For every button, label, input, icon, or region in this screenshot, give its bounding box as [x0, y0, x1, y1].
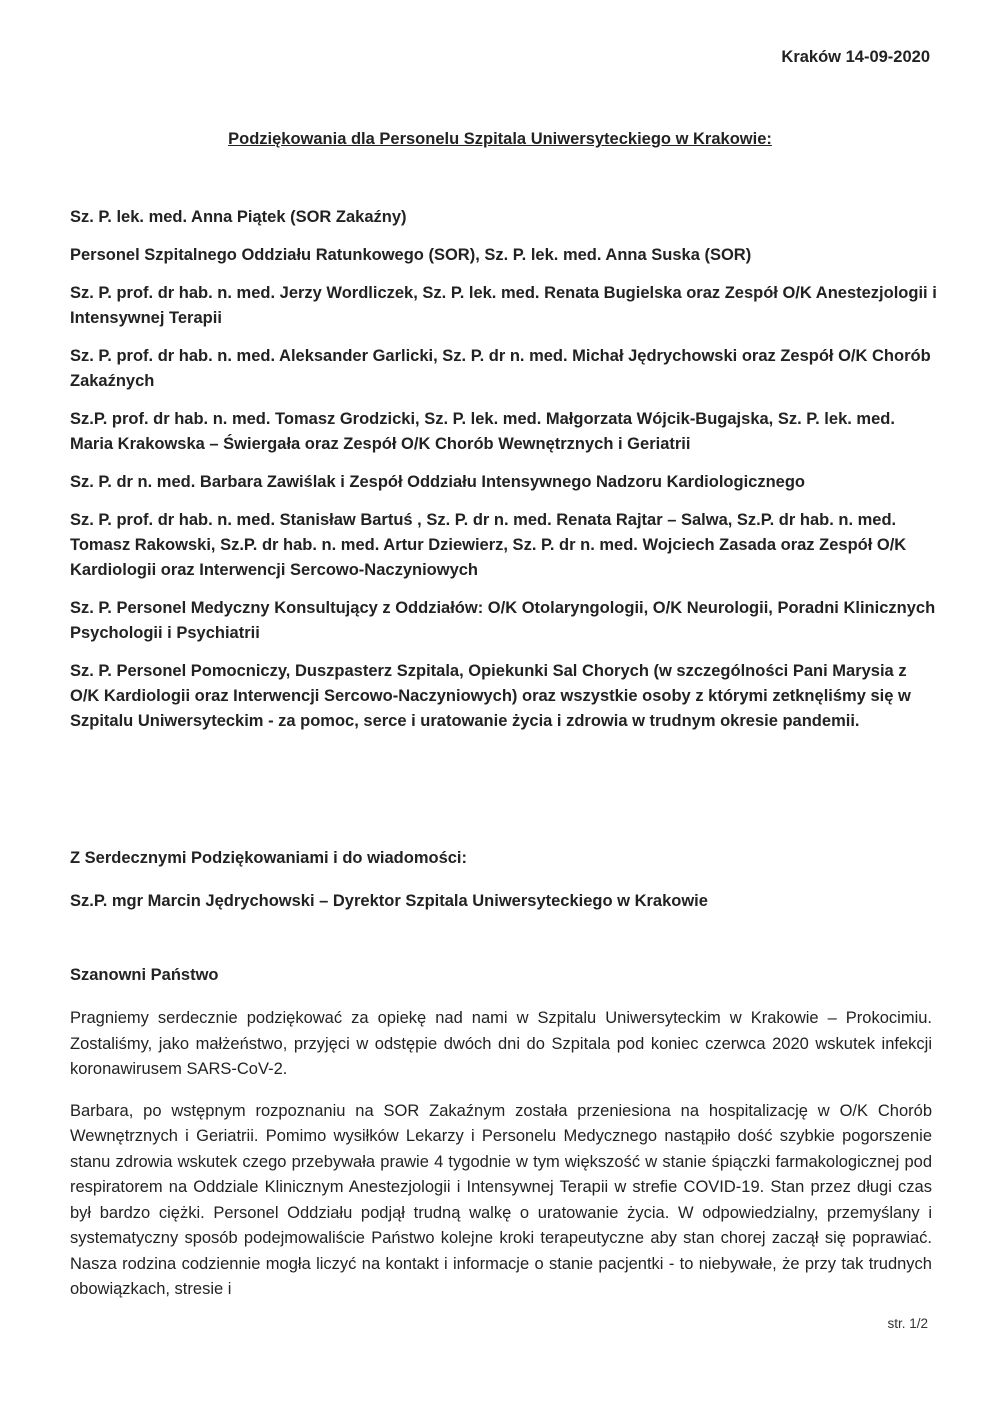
letter-body — [70, 1006, 932, 1319]
thanks-item: Sz. P. lek. med. Anna Piątek (SOR Zakaźny) — [70, 208, 407, 226]
closing-section — [70, 846, 940, 932]
regards-line: Z Serdecznymi Podziękowaniami i do wiadomości: — [70, 849, 468, 867]
thanks-item: Sz. P. Personel Medyczny Konsultujący z Oddziałów: O/K Otolaryngologii, O/K Neurologii, Poradni Klinicznych Psychologii i Psychiatrii — [70, 599, 936, 642]
page-number: str. 1/2 — [887, 1316, 928, 1331]
letter-title: Podziękowania dla Personelu Szpitala Uniwersyteckiego w Krakowie: — [228, 130, 772, 148]
thanks-list — [70, 205, 940, 747]
thanks-item: Sz. P. Personel Pomocniczy, Duszpasterz Szpitala, Opiekunki Sal Chorych (w szczególności Pani Marysia z O/K Kardiologii oraz Interwencji Sercowo-Naczyniowych) oraz wszystkie osoby z którymi zetknęliśmy się w Szpitalu Uniwersyteckim - za pomoc, serce i uratowanie życia i zdrowia w trudnym okresie pandemii. — [70, 662, 911, 730]
thanks-item: Sz.P. prof. dr hab. n. med. Tomasz Grodzicki, Sz. P. lek. med. Małgorzata Wójcik-Bugajska, Sz. P. lek. med. Maria Krakowska – Świergała oraz Zespół O/K Chorób Wewnętrznych i Geriatrii — [70, 410, 895, 453]
body-paragraph: Pragniemy serdecznie podziękować za opiekę nad nami w Szpitalu Uniwersyteckim w Krakowie – Prokocimiu. Zostaliśmy, jako małżeństwo, przyjęci w odstępie dwóch dni do Szpitala pod koniec czerwca 2020 wskutek infekcji koronawirusem SARS-CoV-2. — [70, 1009, 932, 1078]
recipient-line: Sz.P. mgr Marcin Jędrychowski – Dyrektor Szpitala Uniwersyteckiego w Krakowie — [70, 892, 708, 910]
thanks-item: Sz. P. prof. dr hab. n. med. Stanisław Bartuś , Sz. P. dr n. med. Renata Rajtar – Salwa, Sz.P. dr hab. n. med. Tomasz Rakowski, Sz.P. dr hab. n. med. Artur Dziewierz, Sz. P. dr n. med. Wojciech Zasada oraz Zespół O/K Kardiologii oraz Interwencji Sercowo-Naczyniowych — [70, 511, 907, 579]
thanks-item: Sz. P. dr n. med. Barbara Zawiślak i Zespół Oddziału Intensywnego Nadzoru Kardiologicznego — [70, 473, 805, 491]
thanks-item: Sz. P. prof. dr hab. n. med. Aleksander Garlicki, Sz. P. dr n. med. Michał Jędrychowski oraz Zespół O/K Chorób Zakaźnych — [70, 347, 931, 390]
salutation: Szanowni Państwo — [70, 966, 219, 984]
body-paragraph: Barbara, po wstępnym rozpoznaniu na SOR Zakaźnym została przeniesiona na hospitalizację w O/K Chorób Wewnętrznych i Geriatrii. Pomimo wysiłków Lekarzy i Personelu Medycznego nastąpiło dość szybkie pogorszenie stanu zdrowia wskutek czego przebywała prawie 4 tygodnie w tym większość w stanie śpiączki farmakologicznej pod respiratorem na Oddziale Klinicznym Anestezjologii i Intensywnej Terapii w strefie COVID-19. Stan przez długi czas był bardzo ciężki. Personel Oddziału podjął trudną walkę o uratowanie życia. W odpowiedzialny, przemyślany i systematyczny sposób podejmowaliście Państwo kolejne kroki terapeutyczne aby stan chorej zaczął się poprawiać. Nasza rodzina codziennie mogła liczyć na kontakt i informacje o stanie pacjentki - to niebywałe, że przy tak trudnych obowiązkach, stresie i — [70, 1101, 932, 1298]
letter-date: Kraków 14-09-2020 — [781, 48, 930, 66]
thanks-item: Sz. P. prof. dr hab. n. med. Jerzy Wordliczek, Sz. P. lek. med. Renata Bugielska oraz Zespół O/K Anestezjologii i Intensywnej Terapii — [70, 284, 937, 327]
thanks-item: Personel Szpitalnego Oddziału Ratunkowego (SOR), Sz. P. lek. med. Anna Suska (SOR) — [70, 246, 752, 264]
